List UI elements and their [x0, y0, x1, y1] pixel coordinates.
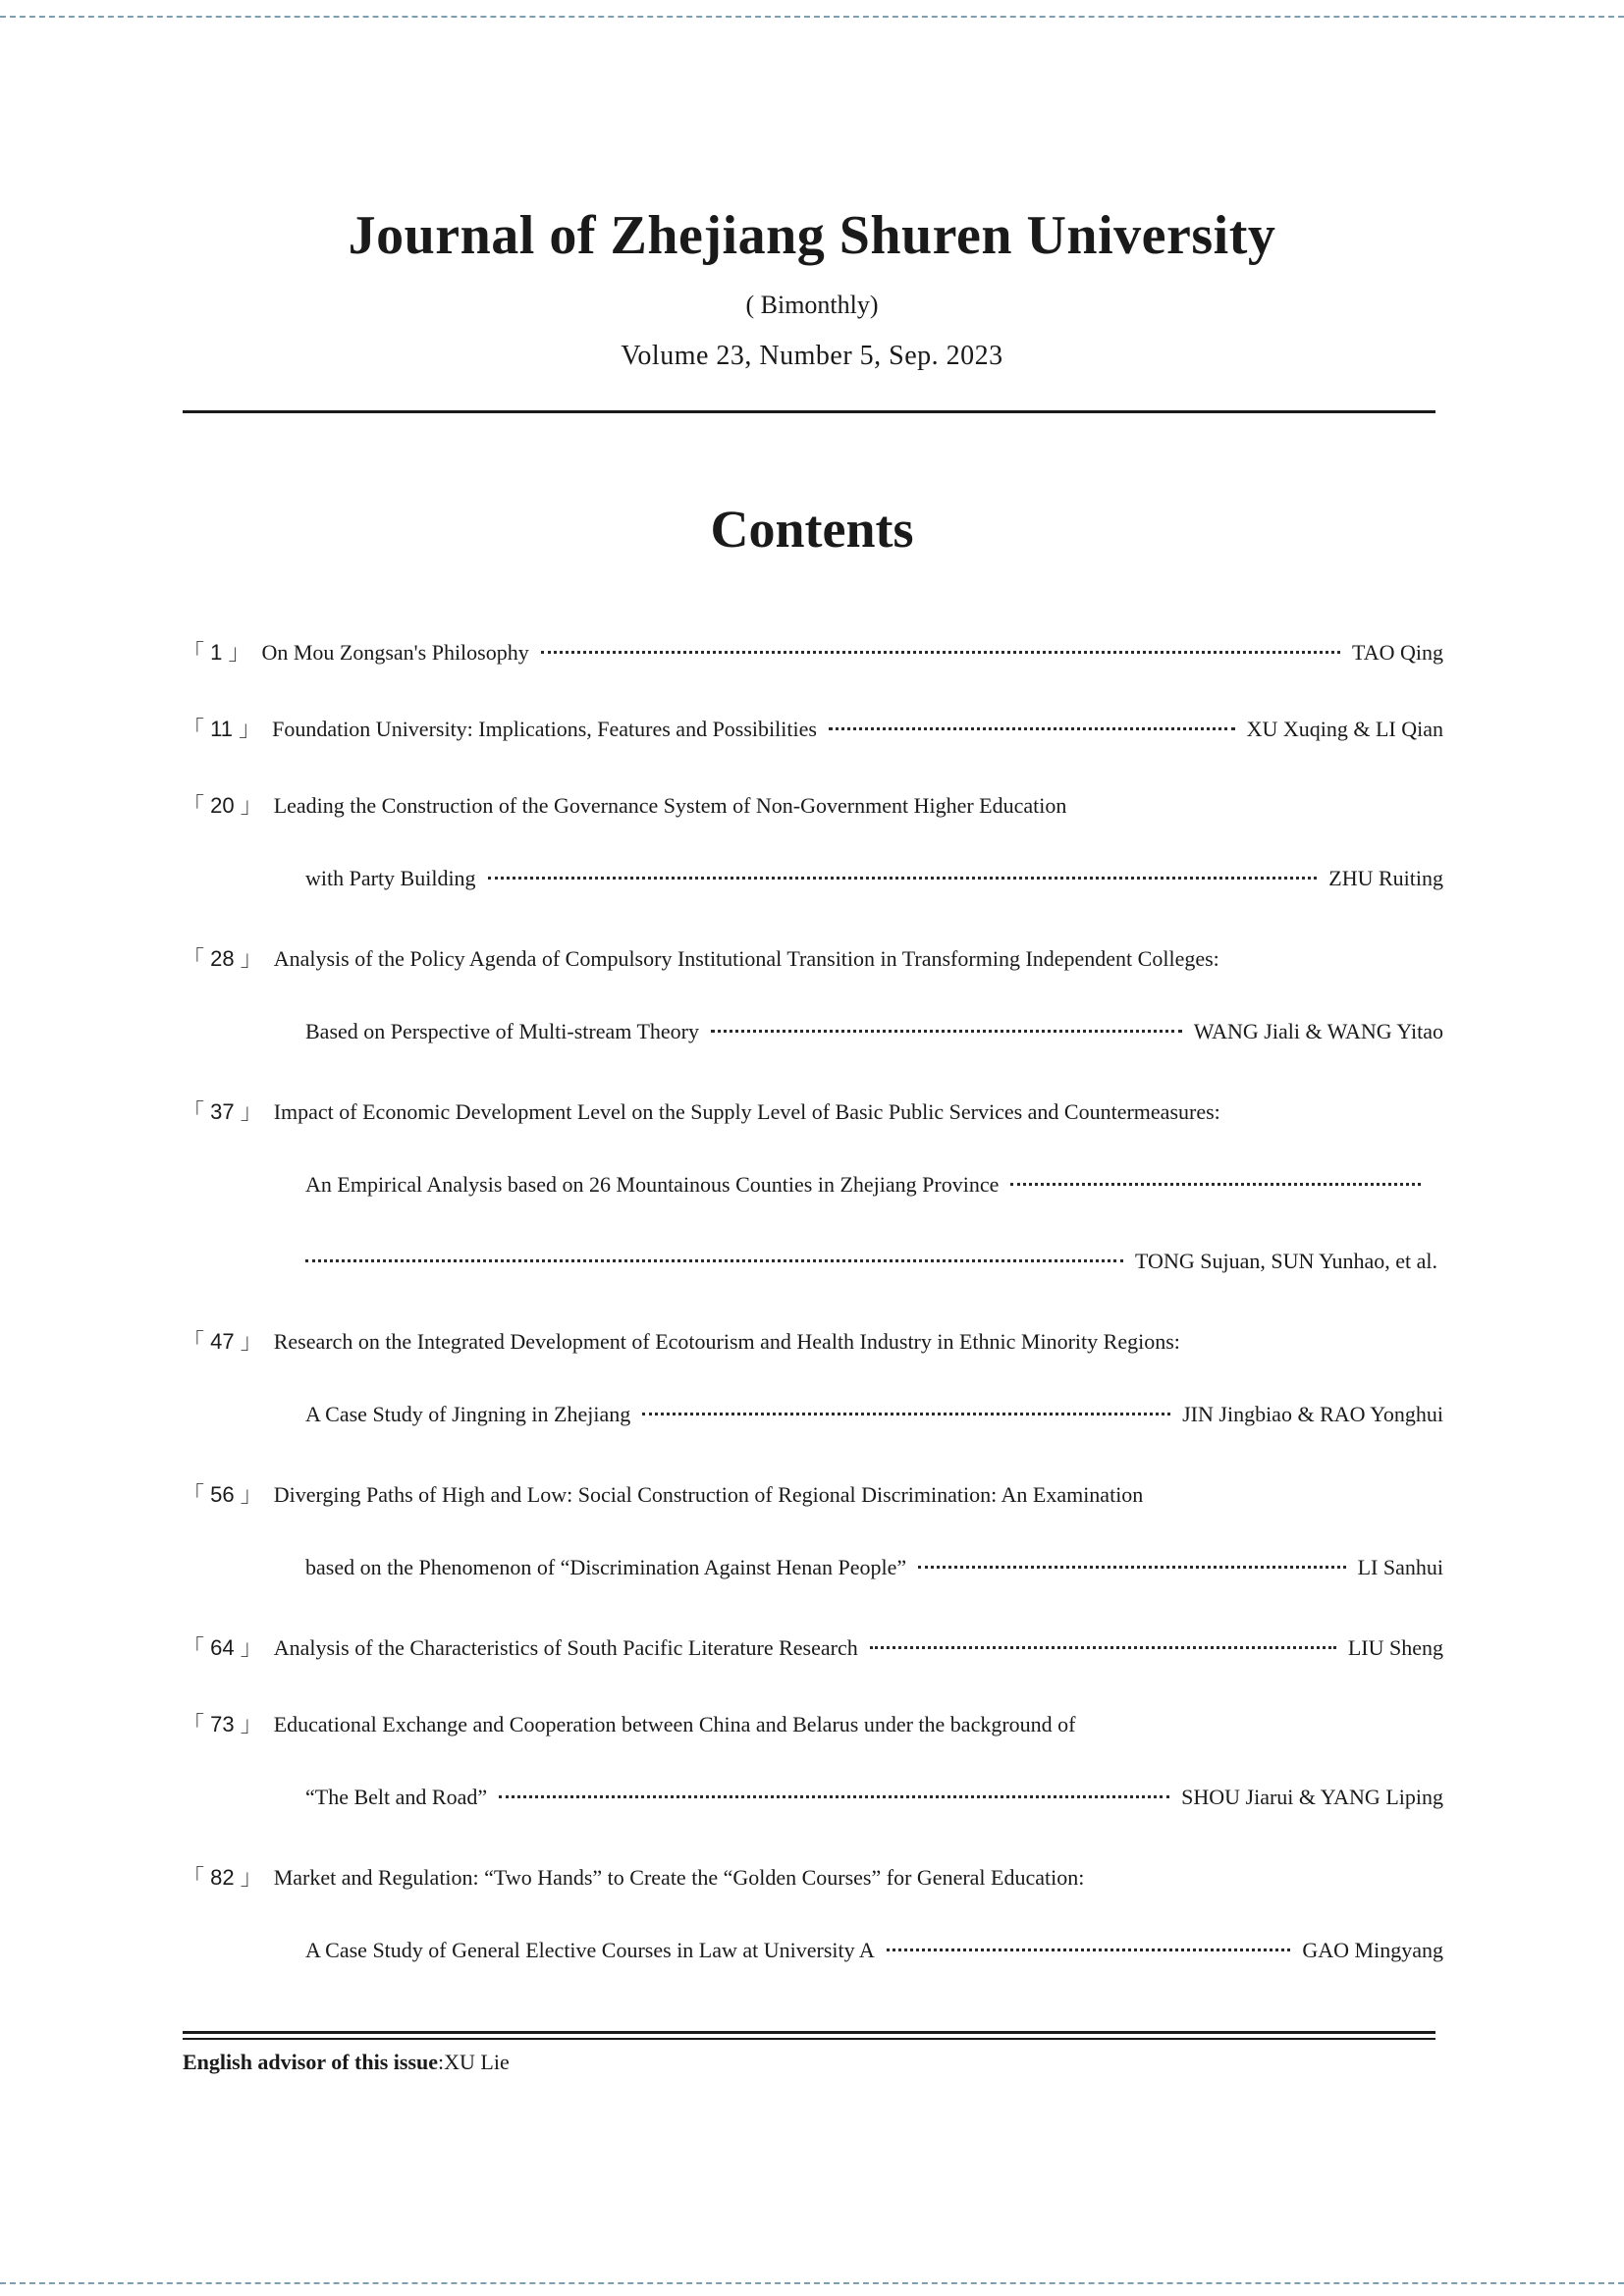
toc-article-title: Research on the Integrated Development of Ecotourism and Health Industry in Ethnic Minority Regions:: [273, 1329, 1180, 1354]
toc-entry-56[interactable]: [183, 1478, 1443, 1518]
advisor-separator: :: [438, 2050, 445, 2074]
dot-leader: [829, 727, 1235, 730]
toc-author: TAO Qing: [1352, 640, 1443, 665]
dot-leader: [887, 1949, 1291, 1951]
toc-article-title: Diverging Paths of High and Low: Social Construction of Regional Discrimination: An Examination: [273, 1482, 1144, 1507]
toc-article-title-continuation: A Case Study of Jingning in Zhejiang: [305, 1402, 631, 1426]
toc-entry-37[interactable]: [183, 1095, 1443, 1135]
bottom-dashed-border: [0, 2282, 1624, 2284]
toc-page-number: 「 73 」: [183, 1712, 262, 1736]
dot-leader: [642, 1413, 1170, 1415]
volume-issue-line: Volume 23, Number 5, Sep. 2023: [621, 341, 1003, 371]
toc-article-title-continuation: “The Belt and Road”: [305, 1785, 488, 1809]
toc-entry-73[interactable]: [183, 1708, 1443, 1747]
toc-author: ZHU Ruiting: [1328, 866, 1443, 890]
dot-leader: [870, 1646, 1336, 1649]
toc-author: WANG Jiali & WANG Yitao: [1193, 1019, 1443, 1043]
toc-page-number: 「 82 」: [183, 1865, 262, 1890]
toc-entry-37-author-line[interactable]: [305, 1249, 1437, 1288]
toc-entry-11[interactable]: [183, 713, 1443, 752]
toc-article-title: Leading the Construction of the Governance System of Non-Government Higher Education: [273, 793, 1067, 818]
toc-article-title: Impact of Economic Development Level on the Supply Level of Basic Public Services and Countermeasures:: [273, 1099, 1220, 1124]
toc-article-title-continuation: An Empirical Analysis based on 26 Mountainous Counties in Zhejiang Province: [305, 1172, 1000, 1197]
dot-leader: [1010, 1183, 1421, 1186]
toc-author: SHOU Jiarui & YANG Liping: [1181, 1785, 1443, 1809]
toc-article-title: On Mou Zongsan's Philosophy: [261, 640, 529, 665]
toc-entry-28[interactable]: [183, 942, 1443, 982]
toc-article-title: Analysis of the Characteristics of South Pacific Literature Research: [273, 1635, 858, 1660]
dot-leader: [711, 1030, 1182, 1033]
toc-page-number: 「 37 」: [183, 1099, 262, 1124]
toc-page-number: 「 47 」: [183, 1329, 262, 1354]
dot-leader: [541, 651, 1340, 654]
top-dashed-border: [0, 16, 1624, 18]
toc-author: GAO Mingyang: [1302, 1938, 1443, 1962]
toc-article-title: Market and Regulation: “Two Hands” to Create the “Golden Courses” for General Education:: [273, 1865, 1085, 1890]
dot-leader: [918, 1566, 1345, 1569]
toc-page-number: 「 28 」: [183, 946, 262, 971]
header-rule: [183, 410, 1435, 413]
toc-author: JIN Jingbiao & RAO Yonghui: [1182, 1402, 1443, 1426]
footer-rule-thin: [183, 2038, 1435, 2040]
toc-author: LIU Sheng: [1347, 1635, 1443, 1660]
toc-article-title-continuation: Based on Perspective of Multi-stream Theory: [305, 1019, 699, 1043]
advisor-name: XU Lie: [444, 2050, 510, 2074]
toc-entry-1[interactable]: [183, 636, 1443, 675]
dot-leader: [305, 1259, 1123, 1262]
toc-entry-20-continuation[interactable]: [305, 866, 1443, 905]
toc-page-number: 「 56 」: [183, 1482, 262, 1507]
publication-frequency: ( Bimonthly): [745, 291, 879, 319]
toc-entry-28-continuation[interactable]: [305, 1019, 1443, 1058]
toc-article-title-continuation: A Case Study of General Elective Courses in Law at University A: [305, 1938, 875, 1962]
contents-heading: Contents: [710, 500, 914, 559]
toc-page-number: 「 11 」: [183, 717, 261, 741]
toc-article-title-continuation: with Party Building: [305, 866, 476, 890]
toc-article-title: Analysis of the Policy Agenda of Compulsory Institutional Transition in Transforming Independent Colleges:: [273, 946, 1219, 971]
dot-leader: [499, 1795, 1169, 1798]
footer-rule-thick: [183, 2031, 1435, 2034]
toc-page-number: 「 64 」: [183, 1635, 262, 1660]
dot-leader: [488, 877, 1318, 880]
toc-author: LI Sanhui: [1357, 1555, 1443, 1579]
english-advisor-note: [183, 2050, 510, 2075]
toc-article-title: Foundation University: Implications, Features and Possibilities: [272, 717, 817, 741]
toc-entry-37-continuation[interactable]: [305, 1172, 1429, 1211]
toc-entry-56-continuation[interactable]: [305, 1555, 1443, 1594]
toc-entry-47-continuation[interactable]: [305, 1402, 1443, 1441]
toc-entry-47[interactable]: [183, 1325, 1443, 1364]
toc-entry-82[interactable]: [183, 1861, 1443, 1900]
toc-article-title-continuation: based on the Phenomenon of “Discrimination Against Henan People”: [305, 1555, 907, 1579]
toc-page-number: 「 20 」: [183, 793, 262, 818]
journal-title: Journal of Zhejiang Shuren University: [348, 205, 1276, 266]
toc-entry-20[interactable]: [183, 789, 1443, 828]
toc-page-number: 「 1 」: [183, 640, 250, 665]
toc-author: TONG Sujuan, SUN Yunhao, et al.: [1135, 1249, 1437, 1273]
toc-article-title: Educational Exchange and Cooperation between China and Belarus under the background of: [273, 1712, 1076, 1736]
toc-entry-64[interactable]: [183, 1631, 1443, 1671]
advisor-label: English advisor of this issue: [183, 2050, 439, 2074]
toc-entry-73-continuation[interactable]: [305, 1785, 1443, 1824]
toc-author: XU Xuqing & LI Qian: [1246, 717, 1443, 741]
toc-entry-82-continuation[interactable]: [305, 1938, 1443, 1977]
